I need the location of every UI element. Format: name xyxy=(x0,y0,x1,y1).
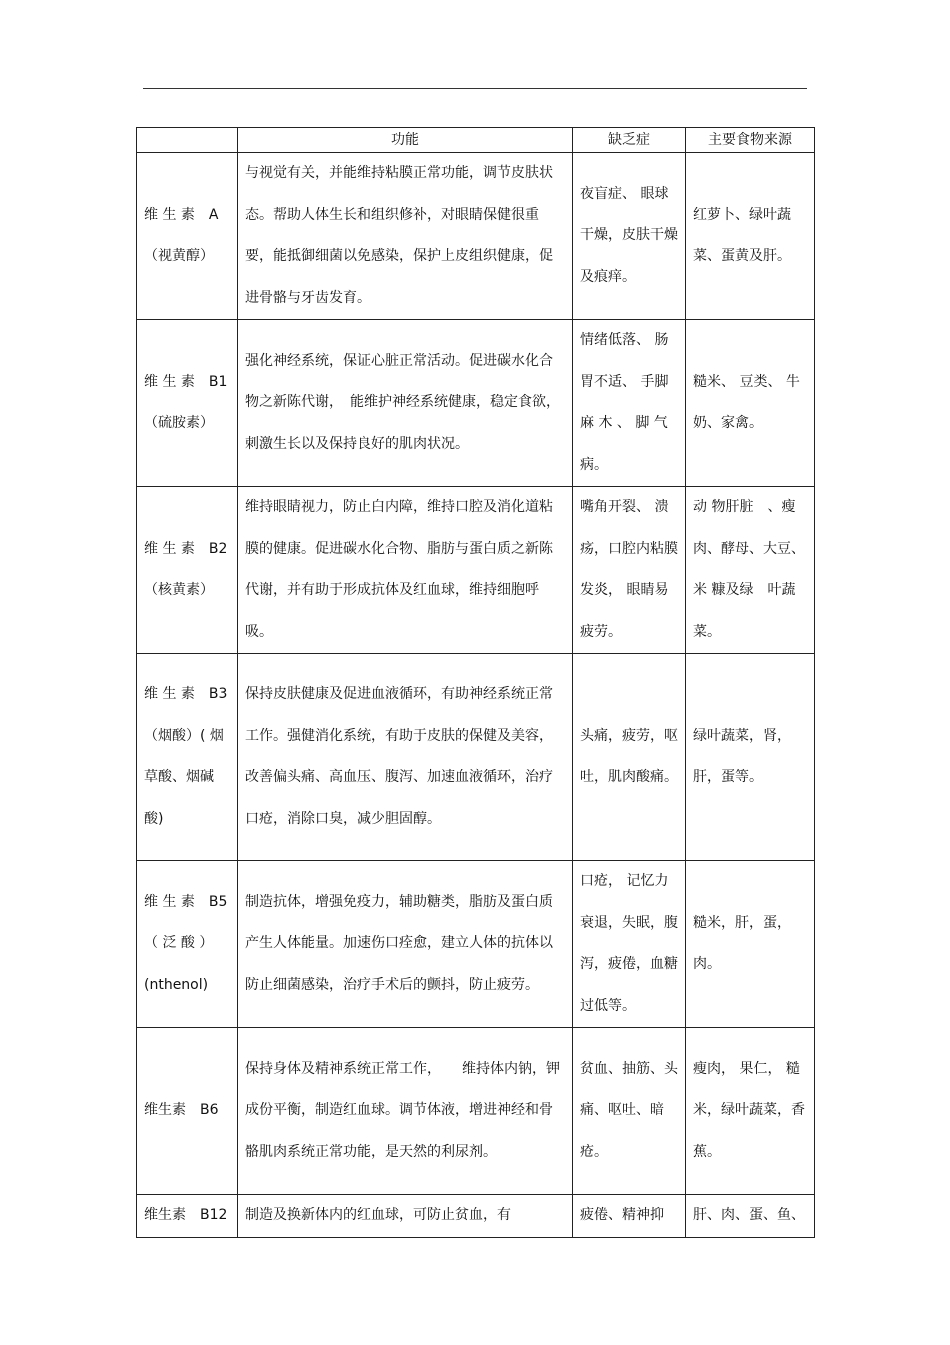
vitamin-sources: 糙米，肝，蛋，肉。 xyxy=(686,861,815,1028)
vitamin-deficiency: 贫血、抽筋、头痛、呕吐、暗疮。 xyxy=(573,1028,686,1195)
vitamin-deficiency: 口疮， 记忆力衰退，失眠，腹泻，疲倦，血糖过低等。 xyxy=(573,861,686,1028)
vitamin-sources: 红萝卜、绿叶蔬菜、蛋黄及肝。 xyxy=(686,153,815,320)
vitamin-name: 维 生 素 A （视黄醇） xyxy=(137,153,238,320)
table-row xyxy=(137,153,815,320)
table-row xyxy=(137,1028,815,1195)
vitamin-deficiency: 夜盲症、 眼球干燥，皮肤干燥及痕痒。 xyxy=(573,153,686,320)
vitamin-function: 制造及换新体内的红血球，可防止贫血，有 xyxy=(238,1195,573,1238)
vitamin-function: 与视觉有关，并能维持粘膜正常功能，调节皮肤状态。帮助人体生长和组织修补，对眼睛保健很重要，能抵御细菌以免感染，保护上皮组织健康，促进骨骼与牙齿发育。 xyxy=(238,153,573,320)
header-function: 功能 xyxy=(238,128,573,153)
vitamin-function: 维持眼睛视力，防止白内障，维持口腔及消化道粘膜的健康。促进碳水化合物、脂肪与蛋白质之新陈代谢，并有助于形成抗体及红血球，维持细胞呼吸。 xyxy=(238,487,573,654)
vitamin-function: 制造抗体，增强免疫力，辅助糖类，脂肪及蛋白质产生人体能量。加速伤口痊愈，建立人体的抗体以防止细菌感染，治疗手术后的颤抖，防止疲劳。 xyxy=(238,861,573,1028)
vitamin-name: 维生素 B12 xyxy=(137,1195,238,1238)
table-row xyxy=(137,861,815,1028)
header-sources: 主要食物来源 xyxy=(686,128,815,153)
table-row xyxy=(137,487,815,654)
vitamin-table xyxy=(136,127,815,1238)
vitamin-name: 维 生 素 B2 （核黄素） xyxy=(137,487,238,654)
vitamin-function: 保持身体及精神系统正常工作， 维持体内钠，钾成份平衡，制造红血球。调节体液，增进神经和骨骼肌肉系统正常功能，是天然的利尿剂。 xyxy=(238,1028,573,1195)
header-rule xyxy=(143,88,807,89)
vitamin-deficiency: 疲倦、精神抑 xyxy=(573,1195,686,1238)
vitamin-sources: 动 物肝脏 、瘦肉、酵母、大豆、米 糠及绿 叶蔬菜。 xyxy=(686,487,815,654)
table-row xyxy=(137,654,815,861)
table-header-row xyxy=(137,128,815,153)
vitamin-sources: 肝、肉、蛋、鱼、 xyxy=(686,1195,815,1238)
vitamin-sources: 绿叶蔬菜，肾，肝，蛋等。 xyxy=(686,654,815,861)
table-row xyxy=(137,320,815,487)
header-deficiency: 缺乏症 xyxy=(573,128,686,153)
vitamin-deficiency: 情绪低落、 肠胃不适、 手脚麻 木 、 脚 气病。 xyxy=(573,320,686,487)
vitamin-function: 保持皮肤健康及促进血液循环，有助神经系统正常工作。强健消化系统，有助于皮肤的保健及美容，改善偏头痛、高血压、腹泻、加速血液循环，治疗口疮，消除口臭，减少胆固醇。 xyxy=(238,654,573,861)
vitamin-name: 维 生 素 B3 （烟酸）( 烟草酸、烟碱酸) xyxy=(137,654,238,861)
vitamin-name: 维 生 素 B5 （ 泛 酸 ） (nthenol) xyxy=(137,861,238,1028)
vitamin-name: 维生素 B6 xyxy=(137,1028,238,1195)
vitamin-function: 强化神经系统，保证心脏正常活动。促进碳水化合物之新陈代谢， 能维护神经系统健康，稳定食欲，刺激生长以及保持良好的肌肉状况。 xyxy=(238,320,573,487)
header-name xyxy=(137,128,238,153)
vitamin-sources: 糙米、 豆类、 牛奶、家禽。 xyxy=(686,320,815,487)
vitamin-deficiency: 头痛，疲劳，呕吐，肌肉酸痛。 xyxy=(573,654,686,861)
vitamin-sources: 瘦肉， 果仁， 糙米，绿叶蔬菜，香蕉。 xyxy=(686,1028,815,1195)
table-row xyxy=(137,1195,815,1238)
vitamin-name: 维 生 素 B1 （硫胺素） xyxy=(137,320,238,487)
vitamin-deficiency: 嘴角开裂、 溃疡，口腔内粘膜发炎， 眼睛易疲劳。 xyxy=(573,487,686,654)
